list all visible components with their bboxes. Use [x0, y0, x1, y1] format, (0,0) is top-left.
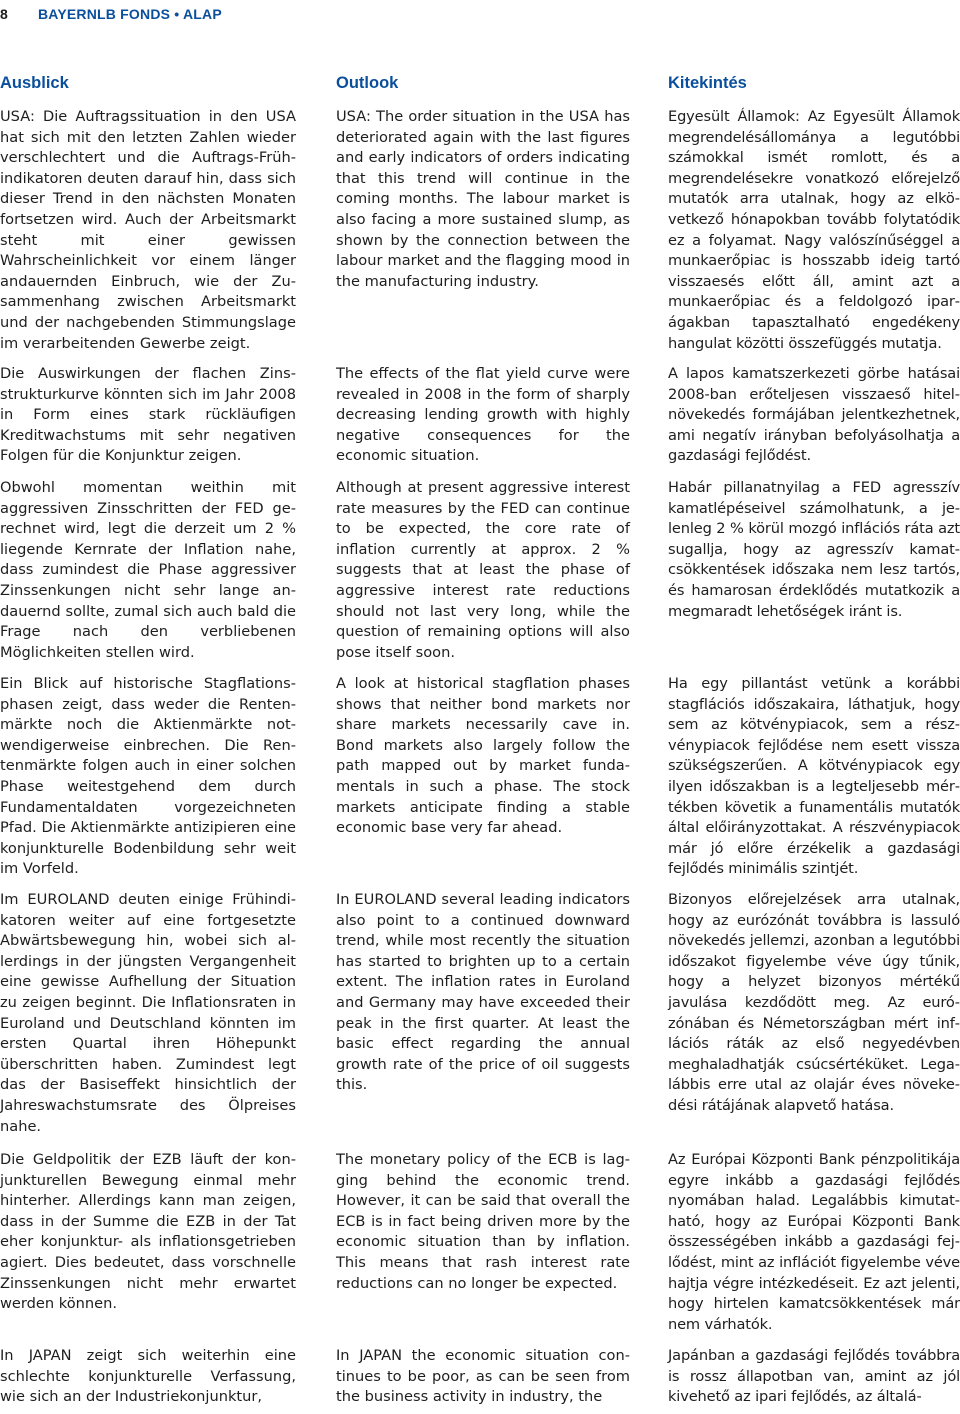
paragraph: Obwohl momentan weithin mit aggressiven Zinsschritten der FED gerechnet wird, legt die derzeit um 2 % liegende Kernrate der Inflation nahe, dass zumindest die Phase aggressiver Zinssenkungen nicht sehr lange andauernd sollte, zumal sich auch bald die Frage nach den verbliebenen Möglichkeiten stellen wird. — [0, 479, 296, 661]
column-german — [0, 72, 296, 1406]
paragraph: The effects of the flat yield curve were revealed in 2008 in the form of sharply decreasing lending growth with highly negative consequences for the economic situation. — [336, 365, 630, 465]
paragraph: Die Auswirkungen der flachen Zinsstrukturkurve könnten sich im Jahr 2008 in Form eines stark rückläufigen Kreditwachstums mit sehr negativen Folgen für die Konjunktur zeigen. — [0, 365, 296, 465]
page-header — [0, 0, 960, 30]
paragraph: USA: The order situation in the USA has deteriorated again with the last figures and early indicators of orders indicating that this trend will continue in the coming months. The labour market is also facing a more sustained slump, as shown by the connection between the labour market and the flagging mood in the manufacturing industry. — [336, 108, 630, 290]
section-heading-outlook: Outlook — [336, 74, 399, 92]
paragraph: Habár pillanatnyilag a FED agresszív kamatlépéseivel számolhatunk, a jelenleg 2 % körül mozgó inflációs ráta azt sugallja, hogy az agresszív kamatcsökkentések időszaka nem lesz tartós, és hamarosan érdeklődés mutatkozik a megmaradt lehetőségek iránt is. — [668, 479, 960, 620]
paragraph: Im EUROLAND deuten einige Frühindikatoren weiter auf eine fortgesetzte Abwärtsbewegung hin, wobei sich allerdings in der jüngsten Vergangenheit eine gewisse Aufhellung der Situation zu zeigen beginnt. Die Inflationsraten in Euroland und Deutschland könnten im ersten Quartal ihren Höhepunkt überschritten haben. Zumindest legt das der Basiseffekt hinsichtlich der Jahreswachstumsrate des Ölpreises nahe. — [0, 891, 296, 1135]
column-english — [336, 72, 630, 1406]
paragraph: In JAPAN the economic situation continues to be poor, as can be seen from the business activity in industry, the — [336, 1347, 630, 1406]
paragraph: In EUROLAND several leading indicators also point to a continued downward trend, while most recently the situation has started to brighten up to a certain extent. The inflation rates in Euroland and Germany may have exceeded their peak in the first quarter. At least the basic effect regarding the annual growth rate of the price of oil suggests this. — [336, 891, 630, 1094]
paragraph: The monetary policy of the ECB is lagging behind the economic trend. However, it can be said that overall the ECB is in fact being driven more by the economic situation than by inflation. This means that rash interest rate reductions can no longer be expected. — [336, 1151, 630, 1292]
paragraph: Japánban a gazdasági fejlődés továbbra is rossz állapotban van, amint az jól kivehető az ipari fejlődés, az általá- — [668, 1347, 960, 1406]
page-number: 8 — [0, 6, 8, 22]
paragraph: Although at present aggressive interest rate measures by the FED can continue to be expected, the core rate of inflation currently at approx. 2 % suggests that at least the phase of aggressive interest rate reductions should not last very long, while the question of remaining options will also pose itself soon. — [336, 479, 630, 661]
paragraph: Ein Blick auf historische Stagflationsphasen zeigt, dass weder die Rentenmärkte noch die Aktienmärkte notwendigerweise einbrechen. Die Rentenmärkte folgen auch in einer solchen Phase weitestgehend dem durch Fundamentaldaten vorgezeichneten Pfad. Die Aktienmärkte antizipieren eine konjunkturelle Bodenbildung sehr weit im Vorfeld. — [0, 675, 296, 878]
paragraph: Egyesült Államok: Az Egyesült Államok megrendelésállománya a legutóbbi számokkal ismét romlott, és a megrendelésekre vonatkozó előrejelző mutatók arra utalnak, hogy az elkövetkező hónapokban tovább folytatódik ez a folyamat. Nagy valószínűséggel a munkaerőpiac is hosszabb ideig tartó visszaesés előtt áll, amint azt a munkaerőpiac és a feldolgozó iparágakban tapasztalható engedékeny hangulat közötti összefüggés mutatja. — [668, 108, 960, 352]
paragraph: USA: Die Auftragssituation in den USA hat sich mit den letzten Zahlen wieder verschlechtert und die Auftrags-Frühindikatoren deuten darauf hin, dass sich dieser Trend in den nächsten Monaten fortsetzen wird. Auch der Arbeitsmarkt steht mit einer gewissen Wahrscheinlichkeit vor einem länger andauernden Einbruch, wie der Zusammenhang zwischen Arbeitsmarkt und der nachgebenden Stimmungslage im verarbeitenden Gewerbe zeigt. — [0, 108, 296, 352]
paragraph: Bizonyos előrejelzések arra utalnak, hogy az eurózónát továbbra is lassuló növekedés jellemzi, azonban a legutóbbi időszakot figyelembe véve úgy tűnik, hogy a helyzet bizonyos mértékű javulása kezdődött meg. Az eurózónában és Németországban mért inflációs ráták az első negyedévben meghaladhatják csúcsértéküket. Legalábbis erre utal az olajár éves növekedési rátájának alapvető hatása. — [668, 891, 960, 1114]
section-heading-ausblick: Ausblick — [0, 74, 69, 92]
column-hungarian — [668, 72, 960, 1406]
paragraph: Ha egy pillantást vetünk a korábbi stagflációs időszakaira, láthatjuk, hogy sem az kötvénypiacok, sem a részvénypiacok fejlődése nem esett vissza szükségszerűen. A kötvénypiacok egy ilyen időszakban is a legteljesebb mértékben követik a funamentális mutatók által előirányzottakat. A részvénypiacok már jó előre érzékelik a gazdasági fejlődés minimális szintjét. — [668, 675, 960, 878]
publication-title: BAYERNLB FONDS • ALAP — [38, 6, 222, 22]
paragraph: In JAPAN zeigt sich weiterhin eine schlechte konjunkturelle Verfassung, wie sich an der Industriekonjunktur, — [0, 1347, 296, 1406]
paragraph: A look at historical stagflation phases shows that neither bond markets nor share markets necessarily cave in. Bond markets also largely follow the path mapped out by market fundamentals in such a phase. The stock markets anticipate finding a stable economic base very far ahead. — [336, 675, 630, 837]
section-heading-kitekintes: Kitekintés — [668, 74, 747, 92]
paragraph: Az Európai Központi Bank pénzpolitikája egyre inkább a gazdasági fejlődés nyomában halad. Legalábbis kimutatható, hogy az Európai Központi Bank összességében inkább a gazdasági fejlődést, mint az inflációt figyelembe véve hajtja végre intézkedéseit. Ez azt jelenti, hogy hirtelen kamatcsökkentések már nem várhatók. — [668, 1151, 960, 1333]
paragraph: Die Geldpolitik der EZB läuft der konjunkturellen Bewegung einmal mehr hinterher. Allerdings kann man zeigen, dass in der Summe die EZB in der Tat eher konjunktur- als inflationsgetrieben agiert. Dies bedeutet, dass vorschnelle Zinssenkungen nicht mehr erwartet werden können. — [0, 1151, 296, 1313]
paragraph: A lapos kamatszerkezeti görbe hatásai 2008-ban erőteljesen visszaeső hitelnövekedés formájában jelentkezhetnek, ami negatív irányban befolyásolhatja a gazdasági fejlődést. — [668, 365, 960, 465]
